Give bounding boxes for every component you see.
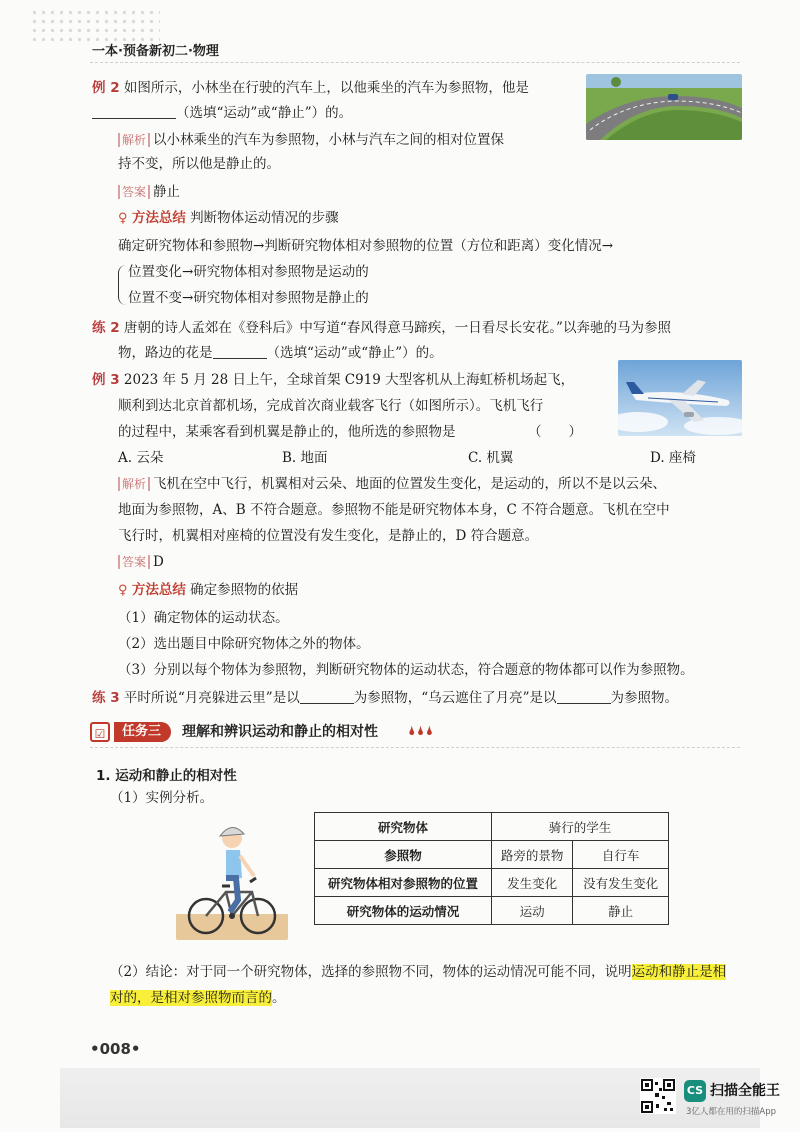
page-number: •008•: [90, 1040, 141, 1058]
car-on-road-image: [586, 74, 742, 140]
example-2-analysis-line1: [118, 130, 504, 150]
answer-parentheses: （ ）: [528, 424, 582, 440]
table-cell: 参照物: [315, 841, 492, 869]
task-checkbox-icon: ☑: [90, 722, 110, 742]
example-2-analysis-line2: 持不变，所以他是静止的。: [118, 156, 280, 172]
example-3-analysis-line1: [118, 474, 666, 494]
section-heading: 1. 运动和静止的相对性: [96, 768, 237, 784]
practice-3-text-1: 平时所说“月亮躲进云里”是以: [123, 690, 300, 706]
table-cell: 没有发生变化: [573, 869, 669, 897]
example-2-answer: [118, 182, 180, 202]
table-cell: 静止: [573, 897, 669, 925]
qr-code-icon: [640, 1078, 676, 1114]
camscanner-logo-icon: CS: [684, 1080, 706, 1102]
example-3-method-heading: [118, 580, 298, 601]
task-three-banner: [90, 720, 740, 744]
practice-2-text-3: （选填“运动”或“静止”）的。: [266, 345, 443, 361]
relativity-table: [314, 812, 669, 925]
task-title: 理解和辨识运动和静止的相对性: [182, 724, 378, 740]
option-b: B. 地面: [282, 450, 328, 466]
table-cell: 研究物体: [315, 813, 492, 841]
example-2-step: 确定研究物体和参照物→判断研究物体相对参照物的位置（方位和距离）变化情况→: [118, 238, 614, 254]
analysis-tag: 解析: [118, 133, 150, 147]
method-summary-title: 判断物体运动情况的步骤: [190, 210, 339, 226]
answer-blank: [92, 104, 176, 119]
conclusion-line1: [110, 962, 726, 982]
table-cell: 运动: [492, 897, 573, 925]
example-2-branch-2: 位置不变→研究物体相对参照物是静止的: [128, 290, 369, 306]
table-cell: 研究物体相对参照物的位置: [315, 869, 492, 897]
example-3-answer: [118, 552, 164, 572]
decorative-dots: [30, 8, 160, 42]
task-badge: 任务三: [114, 722, 171, 742]
example-2-method-heading: [118, 208, 339, 229]
analysis-text: 以小林乘坐的汽车为参照物，小林与汽车之间的相对位置保: [153, 132, 505, 148]
conclusion-line2: [110, 988, 286, 1008]
practice-3-text-3: 为参照物。: [610, 690, 679, 706]
option-d: D. 座椅: [650, 450, 696, 466]
example-3-label: 例 3: [92, 372, 120, 388]
method-item-2: （2）选出题目中除研究物体之外的物体。: [118, 636, 370, 652]
example-2-text: 如图所示，小林坐在行驶的汽车上，以他乘坐的汽车为参照物，他是: [123, 80, 529, 96]
practice-2-line1: [92, 318, 671, 338]
app-name: 扫描全能王: [710, 1083, 780, 1099]
practice-3-text-2: 为参照物，“乌云遮住了月亮”是以: [353, 690, 557, 706]
header-divider: [90, 62, 740, 63]
answer-tag: 答案: [118, 555, 150, 569]
practice-2-label: 练 2: [92, 320, 120, 336]
conclusion-highlight-2: 对的，是相对参照物而言的: [110, 990, 272, 1006]
table-row: [315, 813, 669, 841]
example-3-text: 2023 年 5 月 28 日上午，全球首架 C919 大型客机从上海虹桥机场起飞，: [123, 372, 575, 388]
answer-tag: 答案: [118, 185, 150, 199]
practice-2-text-2: 物，路边的花是: [118, 345, 213, 361]
task-divider: [90, 747, 740, 748]
example-2-label: 例 2: [92, 80, 120, 96]
answer-text: 静止: [153, 184, 181, 200]
example-3-analysis-line3: 飞行时，机翼相对座椅的位置没有发生变化，是静止的，D 符合题意。: [118, 528, 539, 544]
cyclist-illustration: [176, 816, 288, 940]
method-item-1: （1）确定物体的运动状态。: [118, 610, 289, 626]
table-cell: 发生变化: [492, 869, 573, 897]
example-3-text-3: 的过程中，某乘客看到机翼是静止的，他所选的参照物是: [118, 424, 456, 440]
difficulty-drops-icon: 🌢🌢🌢: [408, 724, 435, 739]
method-summary-icon: ♀: [118, 583, 128, 598]
answer-blank: [557, 689, 611, 704]
brace-bracket: [118, 265, 127, 305]
practice-3-label: 练 3: [92, 690, 120, 706]
c919-airplane-image: [618, 360, 742, 436]
answer-blank: [213, 344, 267, 359]
example-3-line1: [92, 370, 574, 390]
method-summary-title: 确定参照物的依据: [190, 582, 299, 598]
app-slogan: 3亿人都在用的扫描App: [686, 1107, 777, 1117]
example-2-text-2: （选填“运动”或“静止”）的。: [176, 105, 353, 121]
analysis-text: 飞机在空中飞行，机翼相对云朵、地面的位置发生变化，是运动的，所以不是以云朵、: [153, 476, 667, 492]
table-cell: 自行车: [573, 841, 669, 869]
method-summary-icon: ♀: [118, 211, 128, 226]
table-row: [315, 869, 669, 897]
practice-3-line: [92, 688, 678, 708]
conclusion-text: （2）结论：对于同一个研究物体，选择的参照物不同，物体的运动情况可能不同，说明: [110, 964, 632, 980]
method-summary-label: 方法总结: [131, 582, 186, 598]
conclusion-end: 。: [272, 990, 286, 1006]
table-row: [315, 841, 669, 869]
option-c: C. 机翼: [468, 450, 514, 466]
practice-2-line2: [118, 343, 443, 363]
example-3-analysis-line2: 地面为参照物，A、B 不符合题意。参照物不能是研究物体本身，C 不符合题意。飞机在空中: [118, 502, 670, 518]
sub-item-1: （1）实例分析。: [110, 790, 214, 806]
table-row: [315, 897, 669, 925]
example-2-branch-1: 位置变化→研究物体相对参照物是运动的: [128, 264, 369, 280]
running-header: 一本·预备新初二·物理: [92, 44, 219, 59]
table-cell: 研究物体的运动情况: [315, 897, 492, 925]
table-cell: 路旁的景物: [492, 841, 573, 869]
answer-blank: [300, 689, 354, 704]
table-cell: 骑行的学生: [492, 813, 669, 841]
method-summary-label: 方法总结: [131, 210, 186, 226]
example-3-line2: 顺利到达北京首都机场，完成首次商业载客飞行（如图所示）。飞机飞行: [118, 398, 544, 414]
answer-text: D: [153, 554, 164, 570]
conclusion-highlight-1: 运动和静止是相: [631, 964, 727, 980]
practice-2-text: 唐朝的诗人孟郊在《登科后》中写道“春风得意马蹄疾，一日看尽长安花。”以奔驰的马为参照: [123, 320, 671, 336]
option-a: A. 云朵: [118, 450, 164, 466]
method-item-3: （3）分别以每个物体为参照物，判断研究物体的运动状态，符合题意的物体都可以作为参照物。: [118, 662, 694, 678]
example-2-question-line1: [92, 78, 529, 98]
example-2-question-line2: [92, 103, 352, 123]
example-3-line3: [118, 422, 456, 442]
analysis-tag: 解析: [118, 477, 150, 491]
